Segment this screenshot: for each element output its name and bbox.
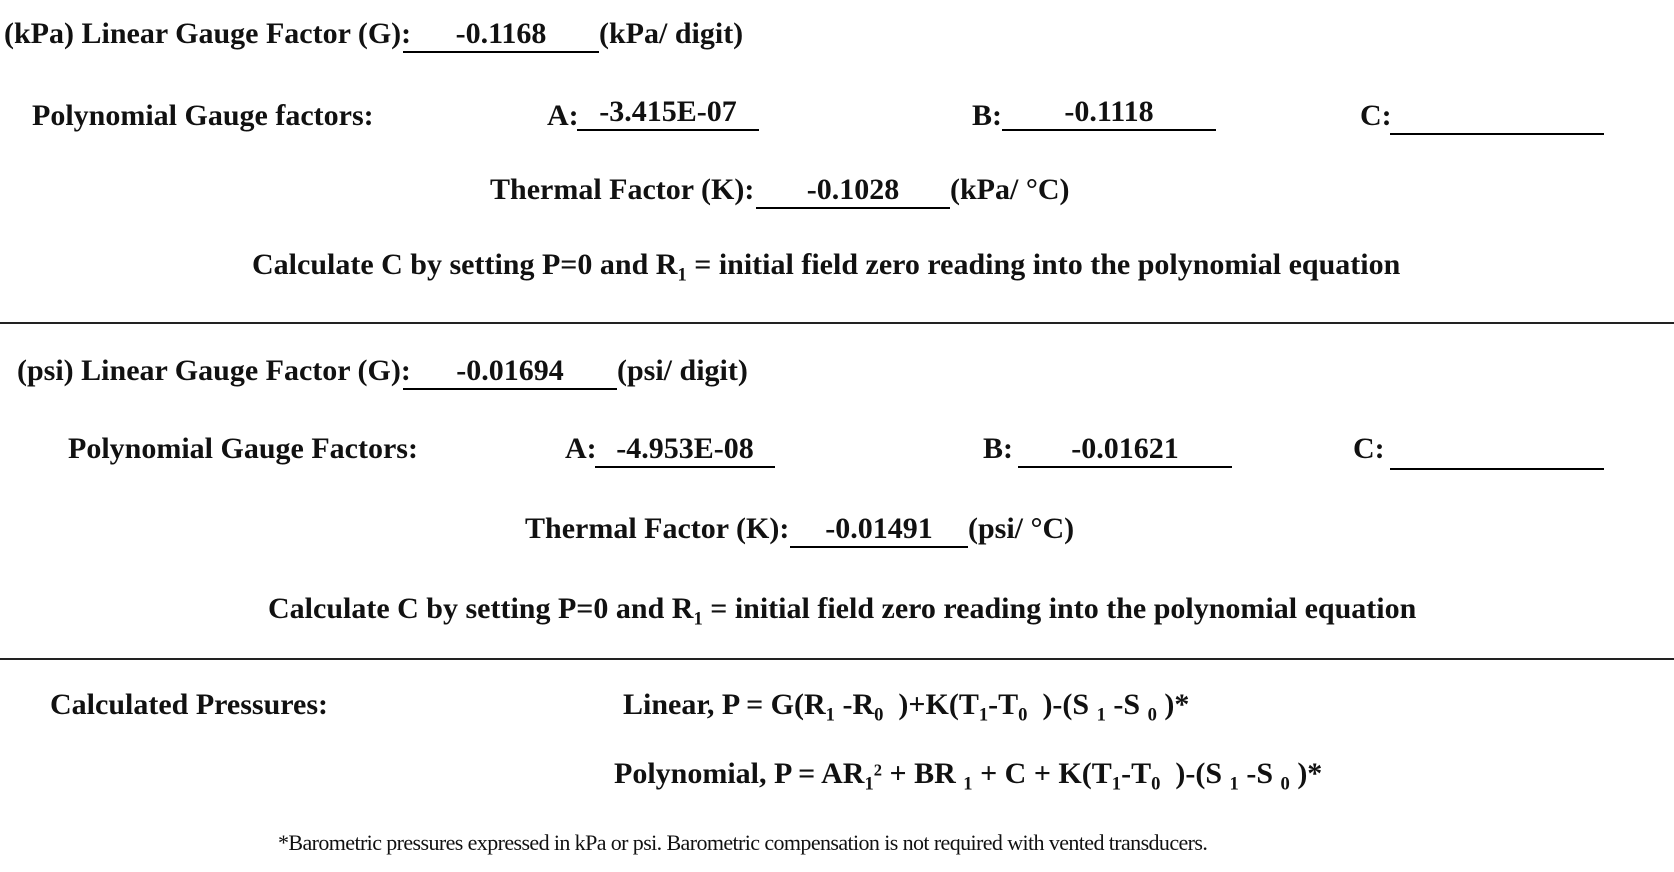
psi-b-field[interactable]: -0.01621 — [1018, 432, 1232, 468]
polynomial-pressure-equation: Polynomial, $P = AR_1^2$ + BR $_1 + C + K(T_1-T_0$ )-(S $_1$ -S $_0$ )* — [614, 757, 1323, 795]
kpa-polynomial-label: Polynomial Gauge factors: — [32, 99, 374, 132]
kpa-c-field[interactable] — [1390, 99, 1604, 135]
psi-thermal-unit: (psi/ °C) — [968, 512, 1075, 545]
psi-linear-gauge-field[interactable]: -0.01694 — [403, 354, 617, 390]
psi-thermal-label: Thermal Factor (K): — [525, 512, 790, 545]
psi-linear-gauge-unit: (psi/ digit) — [617, 354, 748, 387]
kpa-linear-gauge-field[interactable]: -0.1168 — [403, 17, 599, 53]
linear-pressure-equation: Linear, $P = G(R_1$ $-R_0$ )$+K(T_1-T_0$ )-(S $_1$ -S $_0$ )* — [623, 688, 1190, 726]
kpa-linear-gauge-label: (kPa) Linear Gauge Factor (G): — [4, 17, 412, 50]
kpa-a-field[interactable]: -3.415E-07 — [577, 95, 759, 131]
psi-linear-gauge-label: (psi) Linear Gauge Factor (G): — [17, 354, 411, 387]
psi-polynomial-label: Polynomial Gauge Factors: — [68, 432, 418, 465]
kpa-thermal-unit: (kPa/ °C) — [950, 173, 1070, 206]
kpa-linear-gauge-unit: (kPa/ digit) — [599, 17, 744, 50]
kpa-a-label: A: — [547, 99, 579, 132]
kpa-b-label: B: — [972, 99, 1002, 132]
kpa-c-label: C: — [1360, 99, 1392, 132]
kpa-b-field[interactable]: -0.1118 — [1002, 95, 1216, 131]
section-divider — [0, 658, 1674, 660]
kpa-thermal-field[interactable]: -0.1028 — [756, 173, 950, 209]
calculated-pressures-label: Calculated Pressures: — [50, 688, 329, 721]
section-divider — [0, 322, 1674, 324]
psi-c-field[interactable] — [1390, 434, 1604, 470]
barometric-footnote: *Barometric pressures expressed in kPa or psi. Barometric compensation is not required with vented transducers. — [278, 830, 1208, 855]
psi-calculate-c-instruction: Calculate C by setting P=0 and $R_1$ = initial field zero reading into the polynomial equation — [268, 592, 1417, 630]
kpa-thermal-label: Thermal Factor (K): — [490, 173, 755, 206]
psi-thermal-field[interactable]: -0.01491 — [790, 512, 968, 548]
kpa-calculate-c-instruction: Calculate C by setting P=0 and $R_1$ = initial field zero reading into the polynomial equation — [252, 248, 1401, 286]
psi-c-label: C: — [1353, 432, 1385, 465]
psi-b-label: B: — [983, 432, 1013, 465]
psi-a-field[interactable]: -4.953E-08 — [595, 432, 775, 468]
psi-a-label: A: — [565, 432, 597, 465]
